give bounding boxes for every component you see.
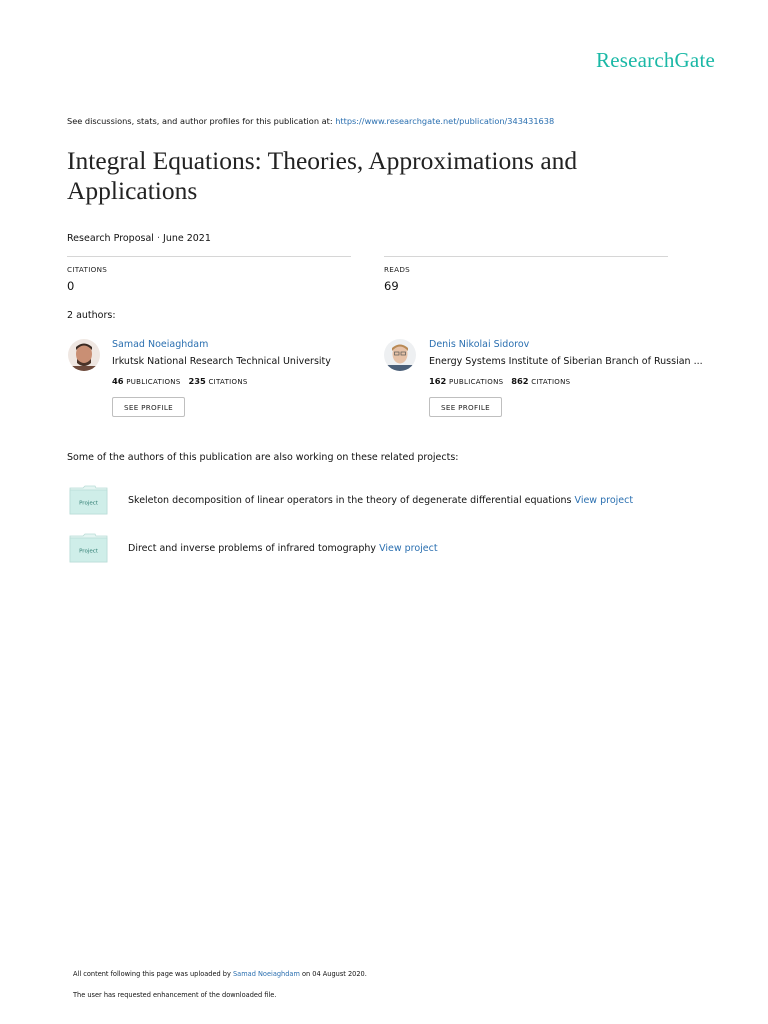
upload-suffix: on 04 August 2020. <box>302 970 367 978</box>
author-citations-count: 235 <box>188 376 206 386</box>
citations-label: CITATIONS <box>67 265 108 274</box>
enhancement-note: The user has requested enhancement of the downloaded file. <box>73 991 277 999</box>
view-project-link[interactable]: View project <box>379 543 438 554</box>
author-name-link[interactable]: Samad Noeiaghdam <box>112 339 209 350</box>
publication-url-link[interactable]: https://www.researchgate.net/publication/343431638 <box>335 116 555 126</box>
author-name-link[interactable]: Denis Nikolai Sidorov <box>429 339 530 350</box>
author-affiliation: Irkutsk National Research Technical University <box>112 356 331 367</box>
authors-heading: 2 authors: <box>67 310 116 321</box>
author-publications-label: PUBLICATIONS <box>448 378 504 386</box>
see-profile-button[interactable]: SEE PROFILE <box>429 397 502 417</box>
reads-label: READS <box>384 265 411 274</box>
project-folder-icon <box>69 485 108 515</box>
citations-value: 0 <box>67 279 75 293</box>
project-title: Direct and inverse problems of infrared tomography <box>128 543 377 554</box>
author-publications-count: 162 <box>429 376 447 386</box>
researchgate-logo[interactable]: ResearchGate <box>596 48 715 72</box>
author-avatar[interactable] <box>68 339 100 371</box>
publication-date: June 2021 <box>163 233 211 244</box>
citations-divider <box>67 256 351 257</box>
author-citations-label: CITATIONS <box>531 378 571 386</box>
uploader-link[interactable]: Samad Noeiaghdam <box>233 970 300 978</box>
project-title: Skeleton decomposition of linear operators in the theory of degenerate differential equations <box>128 495 572 506</box>
discussion-prefix: See discussions, stats, and author profiles for this publication at: <box>67 116 333 126</box>
author-affiliation: Energy Systems Institute of Siberian Branch of Russian ... <box>429 356 703 367</box>
project-folder-icon <box>69 533 108 563</box>
author-stats <box>112 376 248 386</box>
project-icon-label: Project <box>79 548 98 555</box>
see-profile-button[interactable]: SEE PROFILE <box>112 397 185 417</box>
publication-meta <box>67 233 211 244</box>
project-item <box>128 495 633 506</box>
publication-title: Integral Equations: Theories, Approximations and Applications <box>67 146 578 205</box>
project-item <box>128 543 438 554</box>
related-projects-heading: Some of the authors of this publication are also working on these related projects: <box>67 452 459 463</box>
author-publications-label: PUBLICATIONS <box>126 378 181 386</box>
author-citations-label: CITATIONS <box>208 378 248 386</box>
reads-value: 69 <box>384 279 399 293</box>
author-stats <box>429 376 570 386</box>
upload-note <box>73 970 367 978</box>
publication-type: Research Proposal <box>67 233 154 244</box>
author-citations-count: 862 <box>511 376 529 386</box>
meta-separator: · <box>156 233 160 244</box>
upload-prefix: All content following this page was uploaded by <box>73 970 231 978</box>
discussion-line <box>67 116 554 126</box>
reads-divider <box>384 256 668 257</box>
author-publications-count: 46 <box>112 376 124 386</box>
author-avatar[interactable] <box>384 339 416 371</box>
view-project-link[interactable]: View project <box>574 495 634 506</box>
project-icon-label: Project <box>79 500 98 507</box>
